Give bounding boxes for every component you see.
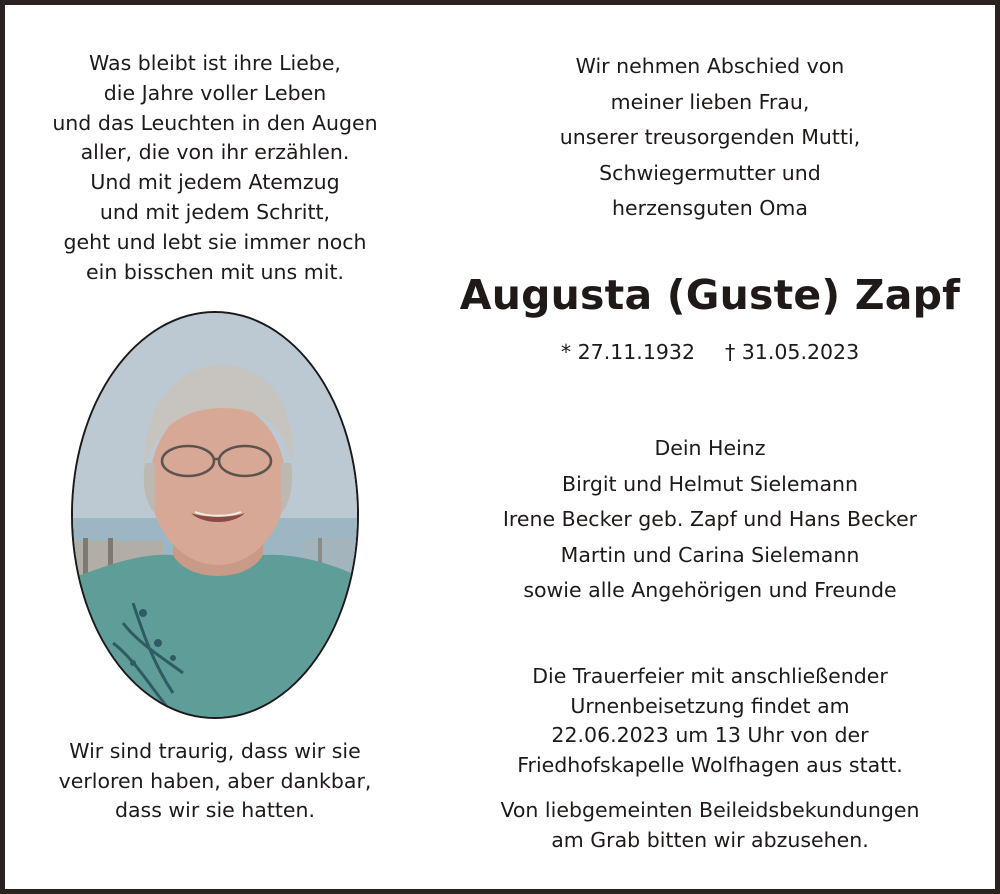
- mourners-list: [460, 431, 960, 609]
- poem-line: ein bisschen mit uns mit.: [86, 259, 344, 284]
- poem-line: Und mit jedem Atemzug: [90, 170, 340, 195]
- life-dates: [460, 337, 960, 367]
- intro-line: unserer treusorgenden Mutti,: [559, 125, 861, 149]
- poem-line: und mit jedem Schritt,: [99, 199, 331, 224]
- poem-line: und das Leuchten in den Augen: [52, 110, 378, 135]
- closing-line: Wir sind traurig, dass wir sie: [69, 739, 361, 763]
- funeral-line: Friedhofskapelle Wolfhagen aus statt.: [517, 752, 903, 777]
- closing-line: dass wir sie hatten.: [114, 798, 316, 822]
- farewell-intro: [460, 49, 960, 227]
- intro-line: meiner lieben Frau,: [610, 89, 810, 114]
- mourner-line: Martin und Carina Sielemann: [560, 542, 860, 567]
- poem-line: aller, die von ihr erzählen.: [80, 140, 350, 165]
- death-date: † 31.05.2023: [725, 340, 860, 364]
- poem-line: die Jahre voller Leben: [103, 80, 327, 105]
- mourner-line: sowie alle Angehörigen und Freunde: [523, 578, 897, 602]
- portrait-illustration: [73, 313, 359, 719]
- condolence-request: [445, 796, 975, 855]
- funeral-line: Die Trauerfeier mit anschließender: [532, 664, 888, 688]
- memorial-poem: [15, 49, 415, 287]
- poem-line: Was bleibt ist ihre Liebe,: [89, 51, 341, 75]
- portrait-photo: [71, 311, 359, 719]
- intro-line: Schwiegermutter und: [599, 160, 821, 185]
- request-line: am Grab bitten wir abzusehen.: [551, 827, 869, 852]
- mourner-line: Birgit und Helmut Sielemann: [562, 471, 858, 496]
- funeral-notice: [445, 662, 975, 780]
- birth-date: * 27.11.1932: [560, 340, 695, 364]
- intro-line: herzensguten Oma: [612, 196, 808, 220]
- intro-line: Wir nehmen Abschied von: [575, 54, 845, 78]
- mourner-line: Irene Becker geb. Zapf und Hans Becker: [502, 507, 918, 531]
- closing-line: verloren haben, aber dankbar,: [58, 768, 372, 793]
- mourner-line: Dein Heinz: [654, 436, 766, 460]
- funeral-line: 22.06.2023 um 13 Uhr von der: [551, 723, 869, 747]
- poem-line: geht und lebt sie immer noch: [63, 229, 367, 254]
- funeral-line: Urnenbeisetzung findet am: [570, 693, 850, 718]
- deceased-name: Augusta (Guste) Zapf: [459, 271, 961, 319]
- closing-verse: [15, 737, 415, 826]
- request-line: Von liebgemeinten Beileidsbekundungen: [500, 798, 920, 822]
